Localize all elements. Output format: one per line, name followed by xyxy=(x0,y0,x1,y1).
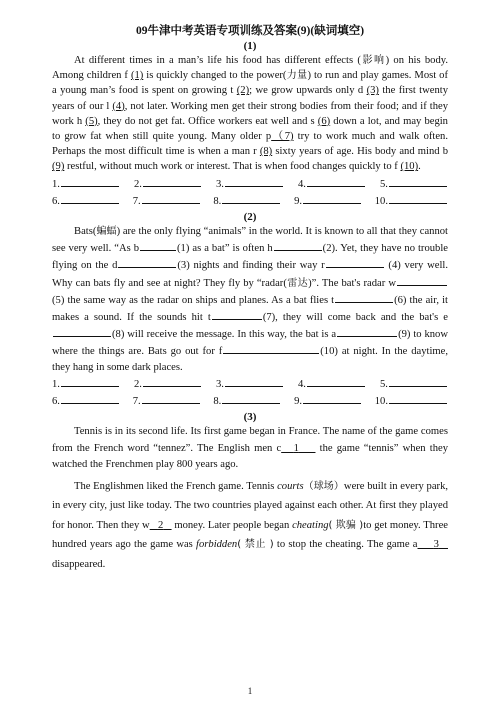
answer-blank[interactable] xyxy=(61,375,119,387)
page-number: 1 xyxy=(247,686,253,696)
answer-blank[interactable] xyxy=(222,392,280,404)
document-title: 09牛津中考英语专项训练及答案(9)(缺词填空) xyxy=(135,25,365,37)
section-3-heading: (3) xyxy=(243,411,257,424)
answer-row xyxy=(52,175,448,192)
answer-blank[interactable] xyxy=(389,375,447,387)
answer-item: 4. xyxy=(298,375,366,392)
inline-blank[interactable] xyxy=(397,274,447,286)
blank-marker: (4) xyxy=(112,100,125,112)
answer-blank[interactable] xyxy=(303,392,361,404)
answer-blank[interactable] xyxy=(225,175,283,187)
section-3-paragraph-2: The Englishmen liked the French game. Tennis courts（球场）were built in every park, in every city, just like today. The two countries played against each other. At first they played for honor. Then they w 2 money. Later people began cheating( 欺骗 )to get money. Three hundred years ago the game was forbidden( 禁止 ) to stop the cheating. The game a 3 disappeared. xyxy=(52,480,449,570)
answer-item: 10. xyxy=(375,392,448,409)
answer-item: 6. xyxy=(52,392,120,409)
answer-item: 4. xyxy=(298,175,366,192)
answer-blank[interactable] xyxy=(303,192,361,204)
answer-item: 5. xyxy=(380,375,448,392)
blank-marker: 1 xyxy=(293,442,299,454)
section-1-heading: (1) xyxy=(243,40,257,52)
answer-blank[interactable] xyxy=(307,175,365,187)
answer-blank[interactable] xyxy=(61,392,119,404)
answer-item: 7. xyxy=(133,192,201,209)
answer-blank[interactable] xyxy=(61,175,119,187)
answer-item: 7. xyxy=(133,392,201,409)
answer-item: 6. xyxy=(52,192,120,209)
blank-marker: (9) xyxy=(52,161,65,173)
answer-item: 9. xyxy=(294,192,362,209)
answer-blank[interactable] xyxy=(389,175,447,187)
answer-blank[interactable] xyxy=(222,192,280,204)
answer-blank[interactable] xyxy=(389,192,447,204)
inline-blank[interactable] xyxy=(223,342,319,354)
inline-blank[interactable] xyxy=(53,325,111,337)
answer-row xyxy=(52,392,448,409)
answer-item: 3. xyxy=(216,375,284,392)
blank-marker: 2 xyxy=(157,519,164,531)
inline-blank[interactable] xyxy=(337,325,397,337)
answer-blank[interactable] xyxy=(142,192,200,204)
answer-item: 1. xyxy=(52,375,120,392)
inline-blank[interactable] xyxy=(212,308,262,320)
inline-blank[interactable] xyxy=(118,256,176,268)
answer-item: 3. xyxy=(216,175,284,192)
blank-marker: 3 xyxy=(433,539,439,551)
blank-marker: （7) xyxy=(271,131,294,143)
blank-marker: (2) xyxy=(236,85,250,97)
answer-item: 1. xyxy=(52,175,120,192)
blank-marker: (3) xyxy=(366,85,379,97)
answer-item: 2. xyxy=(134,175,202,192)
blank-marker: (10) xyxy=(400,161,419,173)
inline-blank[interactable] xyxy=(326,256,384,268)
answer-item: 8. xyxy=(213,192,281,209)
inline-blank[interactable] xyxy=(274,239,322,251)
answer-item: 8. xyxy=(213,392,281,409)
answer-row xyxy=(52,375,448,392)
answer-blank[interactable] xyxy=(389,392,447,404)
page-content xyxy=(52,0,448,574)
inline-blank[interactable] xyxy=(335,291,393,303)
answer-blank[interactable] xyxy=(143,375,201,387)
section-3-paragraph-1: Tennis is in its second life. Its first game began in France. The name of the game comes from the French word “tennez”. The English men c 1 the game “tennis” when they watched the Frenchmen play 800 years ago. xyxy=(52,426,448,471)
answer-item: 5. xyxy=(380,175,448,192)
answer-item: 9. xyxy=(294,392,362,409)
blank-marker: (1) xyxy=(130,70,144,82)
blank-marker: (6) xyxy=(317,115,331,127)
section-2-heading: (2) xyxy=(243,211,257,224)
answer-item: 10. xyxy=(375,192,448,209)
answer-item: 2. xyxy=(134,375,202,392)
blank-marker: (8) xyxy=(259,146,273,158)
answer-blank[interactable] xyxy=(61,192,119,204)
blank-marker: (5) xyxy=(85,115,98,127)
answer-blank[interactable] xyxy=(225,375,283,387)
answer-blank[interactable] xyxy=(143,175,201,187)
inline-blank[interactable] xyxy=(140,239,176,251)
section-1-passage: At different times in a man’s life his food has different effects (影响) on his body. Among children f (1) is quickly changed to the power(力量) to run and play games. Most of a young man’s food is spent on growing t (2); we grow upwards only d (3) the first twenty years of our l (4), not later. Working men get their strong bodies from their food; and if they work h (5), they do not get fat. Office workers eat well and s (6) down a lot, and may begin to grow fat when still quite young. Many older p（7) try to work much and walk often. Perhaps the most difficult time is when a man r (8) sixty years of age. His body and mind b (9) restful, without much work or interest. That is when food changes quickly to f (10). xyxy=(52,55,449,173)
answer-blank[interactable] xyxy=(142,392,200,404)
answer-row xyxy=(52,192,448,209)
answer-blank[interactable] xyxy=(307,375,365,387)
section-2-passage: Bats(蝙蝠) are the only flying “animals” in the world. It is known to all that they cannot see very well. “As b (1) as a bat” is often h (2). Yet, they have no trouble flying on the d (3) nights and finding their way r (4) very well. Why can bats fly and see at night? They fly by “radar(雷达)”. The bat's radar w (5) the same way as the radar on ships and planes. As a bat flies t (6) the air, it makes a sound. If the sounds hit t (7), they will come back and the bat's e(8) will receive the message. In this way, the bat is a (9) to know where the things are. Bats go out for f (10) at night. In the daytime, they hang in some dark places. xyxy=(52,226,448,373)
